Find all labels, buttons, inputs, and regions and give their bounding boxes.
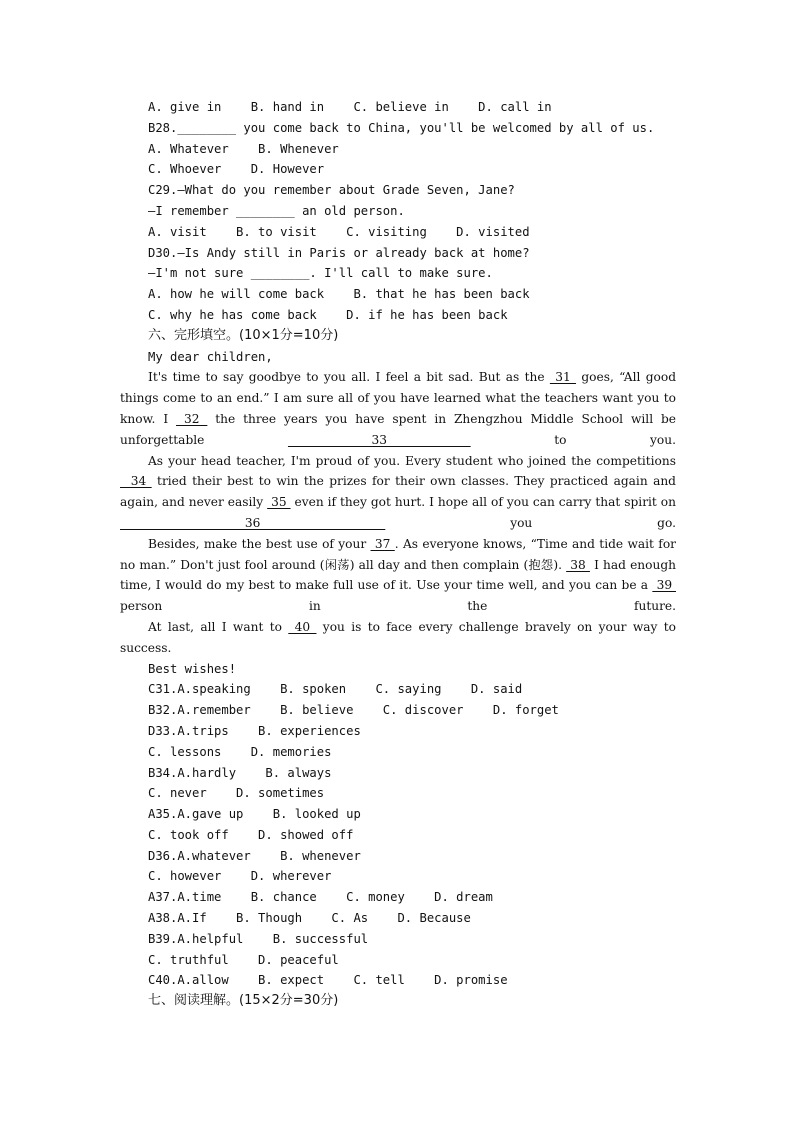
passage-text: the three years you have spent in Zhengzhou Middle School will be unforgettable [120,411,677,447]
question-block [120,118,676,180]
passage-text: I had enough time, I would do my best to make full use of it. Use your time well, and you can be a [120,557,676,593]
cloze-options [120,679,676,991]
passage-text: It's time to say goodbye to you all. I feel a bit sad. But as the [148,370,550,385]
option-line: B32.A.remember B. believe C. discover D. forget [148,703,559,718]
blank-37[interactable]: 37 [370,536,395,551]
passage-text: goes, “All good things come to an end.” I am sure all of you have learned what the teachers want you to know. I [120,370,676,426]
question-line: A. Whatever B. Whenever [148,141,339,156]
blank-31[interactable]: 31 [549,370,577,385]
passage-paragraph-3 [120,534,676,617]
question-line: C29.—What do you remember about Grade Seven, Jane? [148,183,515,198]
passage-text: . As everyone knows, “Time and tide wait for no man.” Don't just fool around (闲荡) all day and then complain (抱怨). [120,536,676,572]
passage-text: tried their best to win the prizes for their own classes. They practiced again and again, and never easily [120,474,676,510]
letter-salutation: My dear children, [148,349,273,364]
passage-text: At last, all I want to [148,619,289,634]
blank-38[interactable]: 38 [566,557,590,572]
passage-text: Besides, make the best use of your [148,536,371,551]
option-line: B39.A.helpful B. successful [148,931,369,946]
blank-40[interactable]: 40 [288,619,317,634]
option-line: A37.A.time B. chance C. money D. dream [148,890,493,905]
question-line: B28.________ you come back to China, you'll be welcomed by all of us. [148,120,655,135]
question-line: A. visit B. to visit C. visiting D. visited [148,224,530,239]
option-line: A38.A.If B. Though C. As D. Because [148,911,471,926]
option-line: D36.A.whatever B. whenever [148,848,361,863]
option-line: B34.A.hardly B. always [148,765,332,780]
passage-text: even if they got hurt. I hope all of you can carry that spirit on [290,495,676,510]
question-line: C. why he has come back D. if he has been back [148,307,508,322]
exam-page [120,97,676,1012]
option-line: C. lessons D. memories [148,744,332,759]
option-line: C. truthful D. peaceful [148,952,339,967]
blank-36[interactable]: 36 [120,515,386,530]
question-line: —I remember ________ an old person. [148,203,405,218]
question-block [120,97,676,118]
passage-paragraph-4 [120,617,676,659]
passage-text: person in the future. [120,599,676,614]
blank-34[interactable]: 34 [120,474,152,489]
option-line: D33.A.trips B. experiences [148,723,361,738]
question-line: A. how he will come back B. that he has been back [148,287,530,302]
option-line: C. never D. sometimes [148,786,325,801]
section-heading-reading: 七、阅读理解。(15×2分=30分) [148,993,339,1009]
passage-text: to you. [470,432,676,447]
passage-text: As your head teacher, I'm proud of you. Every student who joined the competitions [148,453,676,468]
passage-paragraph-1 [120,367,676,450]
passage-paragraph-2 [120,451,676,534]
passage-text: you is to face every challenge bravely on your way to success. [120,619,676,655]
letter-closing: Best wishes! [148,661,237,676]
option-line: A35.A.gave up B. looked up [148,807,361,822]
section-heading-cloze: 六、完形填空。(10×1分=10分) [148,327,339,343]
option-line: C31.A.speaking B. spoken C. saying D. said [148,682,523,697]
option-line: C. took off D. showed off [148,827,354,842]
question-line: A. give in B. hand in C. believe in D. call in [148,100,552,114]
blank-33[interactable]: 33 [287,432,471,447]
option-line: C40.A.allow B. expect C. tell D. promise [148,973,508,988]
question-block [120,180,676,242]
question-line: D30.—Is Andy still in Paris or already back at home? [148,245,530,260]
passage-text: you go. [385,515,676,530]
question-block [120,243,676,326]
option-line: C. however D. wherever [148,869,332,884]
question-line: C. Whoever D. However [148,162,325,177]
blank-39[interactable]: 39 [652,578,676,593]
blank-35[interactable]: 35 [267,495,291,510]
question-line: —I'm not sure ________. I'll call to make sure. [148,266,493,281]
blank-32[interactable]: 32 [176,411,208,426]
